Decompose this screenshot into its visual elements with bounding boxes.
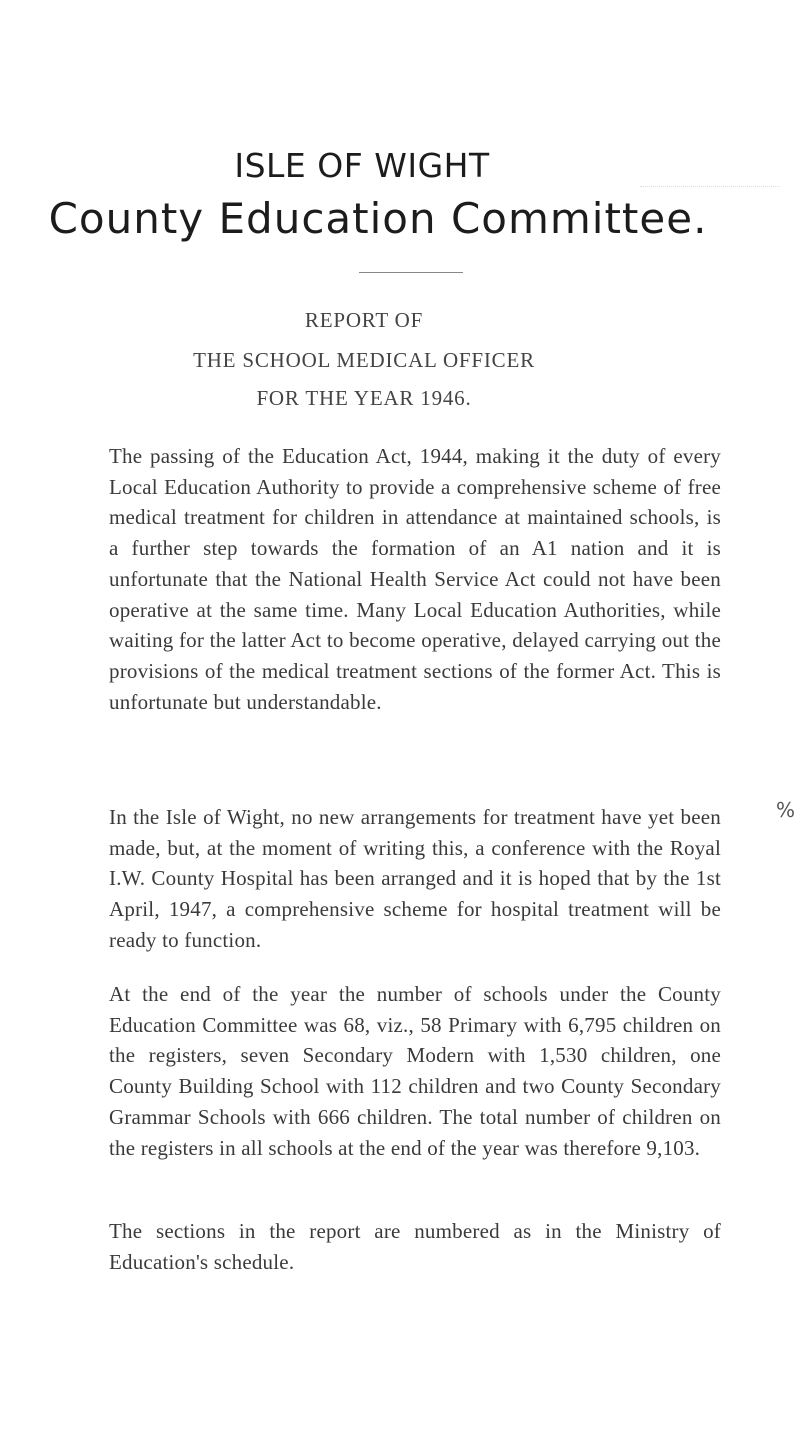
paragraph-school-numbers: At the end of the year the number of schools under the County Education Committee was 68, viz., 58 Primary with 6,795 children on the registers, seven Secondary Modern with 1,530 children, one County Building School with 112 children and two County Secondary Grammar Schools with 666 children. The total number of children on the registers in all schools at the end of the year was therefore 9,103. [109,982,721,1160]
subtitle-officer: THE SCHOOL MEDICAL OFFICER [193,348,535,372]
paragraph-education-act: The passing of the Education Act, 1944, making it the duty of every Local Education Authority to provide a comprehensive scheme of free medical treatment for children in attendance at maintained schools, is a further step towards the formation of an A1 nation and it is unfortunate that the National Health Service Act could not have been operative at the same time. Many Local Education Authorities, while waiting for the latter Act to become operative, delayed carrying out the provisions of the medical treatment sections of the former Act. This is unfortunate but understandable. [109,444,721,714]
paragraph-sections-note: The sections in the report are numbered as in the Ministry of Education's schedule. [109,1219,721,1274]
heading-isle-of-wight: ISLE OF WIGHT [234,146,490,185]
divider-rule [359,272,463,273]
paragraph-isle-of-wight-arrangements: In the Isle of Wight, no new arrangements for treatment have yet been made, but, at the moment of writing this, a conference with the Royal I.W. County Hospital has been arranged and it is hoped that by the 1st April, 1947, a comprehensive scheme for hospital treatment will be ready to function. [109,805,721,952]
margin-mark: % [776,798,796,822]
subtitle-year: FOR THE YEAR 1946. [256,386,472,410]
subtitle-report-of: REPORT OF [304,308,424,332]
heading-committee: County Education Committee. [48,194,708,243]
